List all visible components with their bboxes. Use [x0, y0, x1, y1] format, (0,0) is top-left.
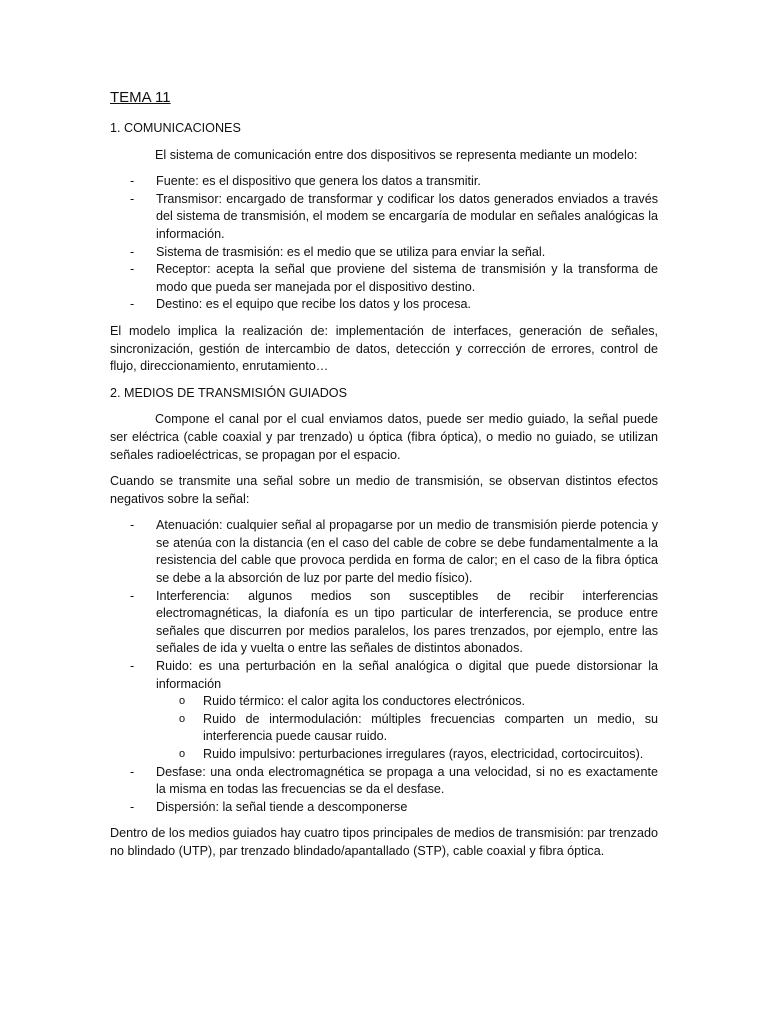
circle-bullet: o	[179, 695, 186, 708]
circle-bullet: o	[179, 748, 186, 760]
section-1-list	[110, 173, 658, 314]
list-item: - Fuente: es el dispositivo que genera los datos a transmitir.	[110, 173, 658, 191]
dash-bullet: -	[130, 764, 135, 779]
section-2-closing: Dentro de los medios guiados hay cuatro tipos principales de medios de transmisión: par trenzado no blindado (UTP), par trenzado blindado/apantallado (STP), cable coaxial y fibra óptica.	[110, 826, 658, 858]
section-1-closing: El modelo implica la realización de: implementación de interfaces, generación de señales, sincronización, gestión de intercambio de datos, detección y corrección de errores, control de flujo, direccionamiento, enrutamiento…	[110, 323, 658, 374]
dash-bullet: -	[130, 588, 135, 603]
dash-bullet: -	[130, 174, 135, 189]
list-item: - Transmisor: encargado de transformar y codificar los datos generados enviados a través del sistema de transmisión, el modem se encargaría de modular en señales analógicas la información.	[130, 191, 658, 241]
list-item: - Interferencia: algunos medios son susceptibles de recibir interferencias electromagnéticas, la diafonía es un tipo particular de interferencia, se produce entre señales que discurren por medios paralelos, los pares trenzados, por ejemplo, entre las señales de ida y vuelta o entre las señales de distintos abonados.	[130, 588, 658, 656]
dash-bullet: -	[130, 297, 135, 312]
list-item: - Atenuación: cualquier señal al propagarse por un medio de transmisión pierde potencia y se atenúa con la distancia (en el caso del cable de cobre se debe fundamentalmente a la resistencia del cable que provoca perdida en forma de calor; en el caso de la fibra óptica se debe a la absorción de luz por parte del medio físico).	[130, 518, 658, 586]
dash-bullet: -	[130, 262, 135, 277]
circle-bullet: o	[179, 712, 186, 725]
list-item: - Ruido: es una perturbación en la señal analógica o digital que puede distorsionar la información o Ruido térmico: el calor agita los conductores electrónicos. o Ruido de intermodulación: múltiples frecuencias comparten un medio, su interferencia puede causar ruido. o Ruido impulsivo: perturbaciones irregulares (rayos, electricidad, cortocircuitos).	[110, 658, 658, 764]
dash-bullet: -	[130, 659, 135, 674]
section-2-intro: Compone el canal por el cual enviamos datos, puede ser medio guiado, la señal puede ser eléctrica (cable coaxial y par trenzado) u óptica (fibra óptica), o medio no guiado, se utilizan señales radioeléctricas, se propagan por el espacio.	[110, 412, 658, 462]
list-item: - Desfase: una onda electromagnética se propaga a una velocidad, si no es exactamente la misma en todas las frecuencias se da el desfase.	[130, 764, 658, 797]
section-1-heading: 1. COMUNICACIONES	[110, 121, 241, 135]
list-item: - Receptor: acepta la señal que proviene del sistema de transmisión y la transforma de modo que pueda ser manejada por el dispositivo destino.	[130, 262, 658, 294]
sub-list-item: o Ruido de intermodulación: múltiples frecuencias comparten un medio, su interferencia puede causar ruido.	[179, 711, 658, 744]
section-2-heading: 2. MEDIOS DE TRANSMISIÓN GUIADOS	[110, 385, 347, 400]
section-1-intro: El sistema de comunicación entre dos dispositivos se representa mediante un modelo:	[155, 147, 638, 162]
sub-list-item: o Ruido impulsivo: perturbaciones irregulares (rayos, electricidad, cortocircuitos).	[156, 746, 658, 764]
list-item: - Destino: es el equipo que recibe los datos y los procesa.	[110, 296, 658, 314]
list-item: - Sistema de trasmisión: es el medio que se utiliza para enviar la señal.	[110, 244, 658, 262]
noise-sublist	[156, 693, 658, 763]
dash-bullet: -	[130, 799, 135, 814]
dash-bullet: -	[130, 244, 135, 259]
section-2-list	[110, 517, 658, 816]
sub-list-item: o Ruido térmico: el calor agita los conductores electrónicos.	[156, 693, 658, 711]
dash-bullet: -	[130, 518, 135, 533]
document-title: TEMA 11	[110, 89, 171, 106]
dash-bullet: -	[130, 191, 135, 206]
section-2-effects-intro: Cuando se transmite una señal sobre un medio de transmisión, se observan distintos efectos negativos sobre la señal:	[110, 474, 658, 506]
list-item: - Dispersión: la señal tiende a descomponerse	[110, 799, 658, 817]
